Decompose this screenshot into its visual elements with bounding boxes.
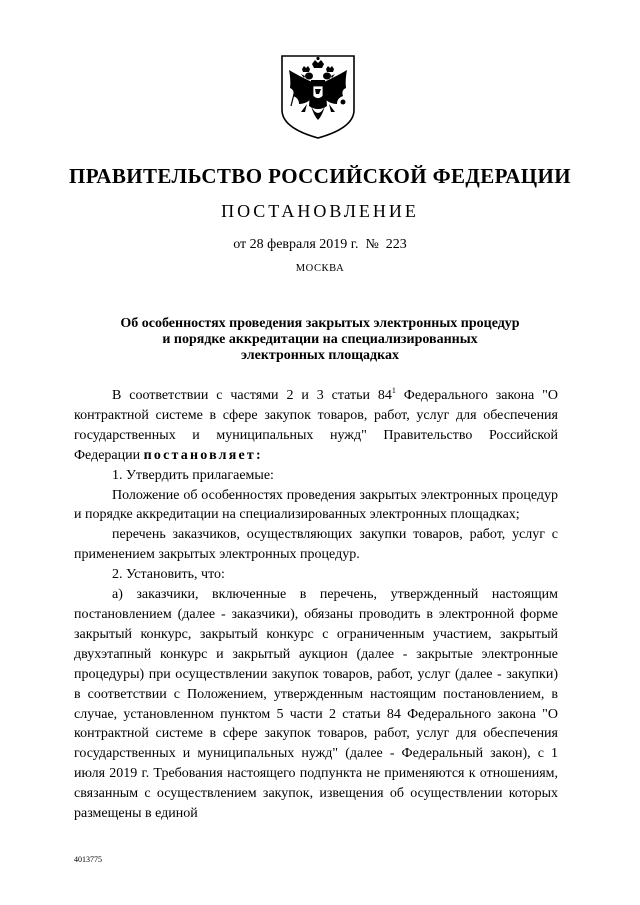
paragraph-customers-list: перечень заказчиков, осуществляющих закупки товаров, работ, услуг с применением закрытых электронных процедур. (74, 527, 558, 563)
decree-word: постановляет: (143, 447, 263, 463)
document-city: МОСКВА (295, 263, 345, 274)
paragraph-item-1: 1. Утвердить прилагаемые: (112, 467, 274, 483)
document-title-line: Об особенностях проведения закрытых электронных процедур (120, 316, 520, 331)
document-title (80, 316, 560, 364)
russian-coat-of-arms-icon (277, 54, 359, 140)
government-name: ПРАВИТЕЛЬСТВО РОССИЙСКОЙ ФЕДЕРАЦИИ (69, 164, 571, 188)
document-date-number: от 28 февраля 2019 г. № 223 (233, 237, 407, 252)
document-id: 4013775 (74, 855, 102, 864)
paragraph-item-2: 2. Установить, что: (112, 567, 225, 583)
article-superscript: 1 (391, 386, 396, 395)
paragraph-subitem-a: а) заказчики, включенные в перечень, утвержденный настоящим постановлением (далее - заказчики), обязаны проводить в электронной форме закрытый конкурс, закрытый конкурс с ограниченным участием, закрытый двухэтапный конкурс и закрытый аукцион (далее - закрытые электронные процедуры) при осуществлении закупок товаров, работ, услуг (далее - закупки) в соответствии с Положением, утвержденным настоящим постановлением, в случае, установленном пунктом 5 части 2 статьи 84 Федерального закона "О контрактной системе в сфере закупок товаров, работ, услуг для обеспечения государственных и муниципальных нужд" (далее - Федеральный закон), с 1 июля 2019 г. Требования настоящего подпункта не применяются к отношениям, связанным с осуществлением закупок, извещения об осуществлении которых размещены в единой (74, 587, 558, 822)
document-type: ПОСТАНОВЛЕНИЕ (221, 201, 419, 221)
document-body (74, 386, 558, 824)
preamble-text: В соответствии с частями 2 и 3 статьи 84 (112, 388, 392, 403)
document-title-line: электронных площадках (240, 348, 399, 363)
preamble-text-continued: Федерального закона "О контрактной системе в сфере закупок товаров, работ, услуг для обеспечения государственных и муниципальных нужд" Правительство Российской Федерации (74, 388, 558, 463)
coat-of-arms-emblem (277, 54, 359, 140)
paragraph-regulation: Положение об особенностях проведения закрытых электронных процедур и порядке аккредитации на специализированных электронных площадках; (74, 487, 558, 523)
paragraph-preamble (74, 386, 558, 466)
document-title-line: и порядке аккредитации на специализированных (162, 332, 478, 347)
